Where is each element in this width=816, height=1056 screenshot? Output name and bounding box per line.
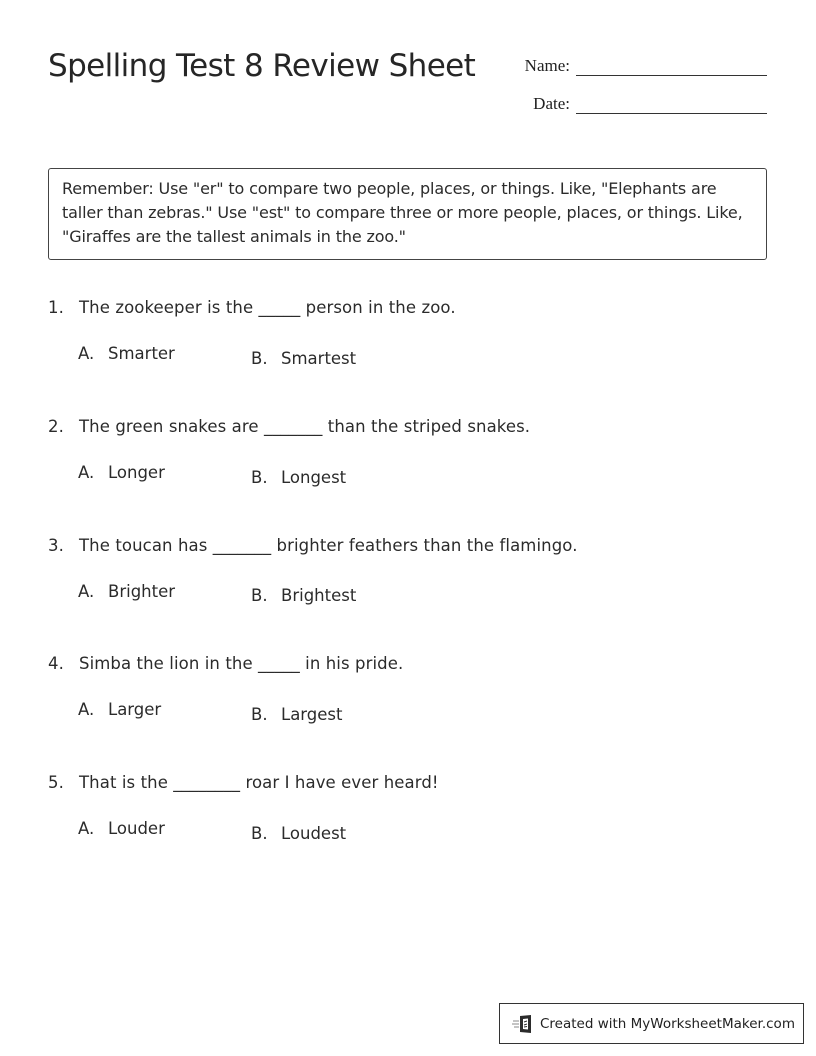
option-label: Larger xyxy=(108,700,162,719)
option-letter: A. xyxy=(78,700,95,719)
answer-option-b[interactable] xyxy=(251,468,346,487)
option-label: Brightest xyxy=(281,586,357,605)
answer-option-b[interactable] xyxy=(251,824,346,843)
answer-option-b[interactable] xyxy=(251,349,356,368)
name-label: Name: xyxy=(524,56,570,75)
answer-option-a[interactable] xyxy=(78,344,175,363)
answer-option-b[interactable] xyxy=(251,705,343,724)
option-letter: A. xyxy=(78,463,95,482)
option-label: Longer xyxy=(108,463,165,482)
question-text: The green snakes are _______ than the striped snakes. xyxy=(79,417,531,436)
option-letter: B. xyxy=(251,349,268,368)
question-number: 4. xyxy=(48,654,64,673)
question-number: 3. xyxy=(48,536,64,555)
myworksheetmaker-logo-icon xyxy=(512,1013,534,1035)
option-letter: B. xyxy=(251,824,268,843)
answer-option-a[interactable] xyxy=(78,582,175,601)
page-title: Spelling Test 8 Review Sheet xyxy=(48,48,476,84)
option-label: Brighter xyxy=(108,582,176,601)
option-letter: B. xyxy=(251,468,268,487)
name-input-line[interactable] xyxy=(576,55,767,76)
date-label: Date: xyxy=(533,94,570,113)
answer-option-a[interactable] xyxy=(78,819,165,838)
question-text: The toucan has _______ brighter feathers than the flamingo. xyxy=(79,536,578,555)
option-label: Smartest xyxy=(281,349,357,368)
date-field xyxy=(510,93,767,114)
question-text: That is the ________ roar I have ever heard! xyxy=(79,773,439,792)
instructions-box: Remember: Use "er" to compare two people, places, or things. Like, "Elephants are taller than zebras." Use "est" to compare three or more people, places, or things. Like, "Giraffes are the tallest animals in the zoo." xyxy=(48,168,767,260)
question-number: 5. xyxy=(48,773,64,792)
option-letter: B. xyxy=(251,705,268,724)
option-letter: A. xyxy=(78,582,95,601)
question-number: 2. xyxy=(48,417,64,436)
name-field xyxy=(510,55,767,76)
question-number: 1. xyxy=(48,298,64,317)
option-label: Smarter xyxy=(108,344,175,363)
option-label: Louder xyxy=(108,819,165,838)
created-with-badge[interactable] xyxy=(499,1003,804,1044)
option-letter: A. xyxy=(78,344,95,363)
option-letter: B. xyxy=(251,586,268,605)
answer-option-a[interactable] xyxy=(78,463,165,482)
question-text: The zookeeper is the _____ person in the zoo. xyxy=(79,298,456,317)
footer-text: Created with MyWorksheetMaker.com xyxy=(540,1015,795,1032)
answer-option-a[interactable] xyxy=(78,700,161,719)
option-letter: A. xyxy=(78,819,95,838)
option-label: Loudest xyxy=(281,824,347,843)
answer-option-b[interactable] xyxy=(251,586,356,605)
option-label: Longest xyxy=(281,468,347,487)
date-input-line[interactable] xyxy=(576,93,767,114)
option-label: Largest xyxy=(281,705,343,724)
question-text: Simba the lion in the _____ in his pride. xyxy=(79,654,404,673)
